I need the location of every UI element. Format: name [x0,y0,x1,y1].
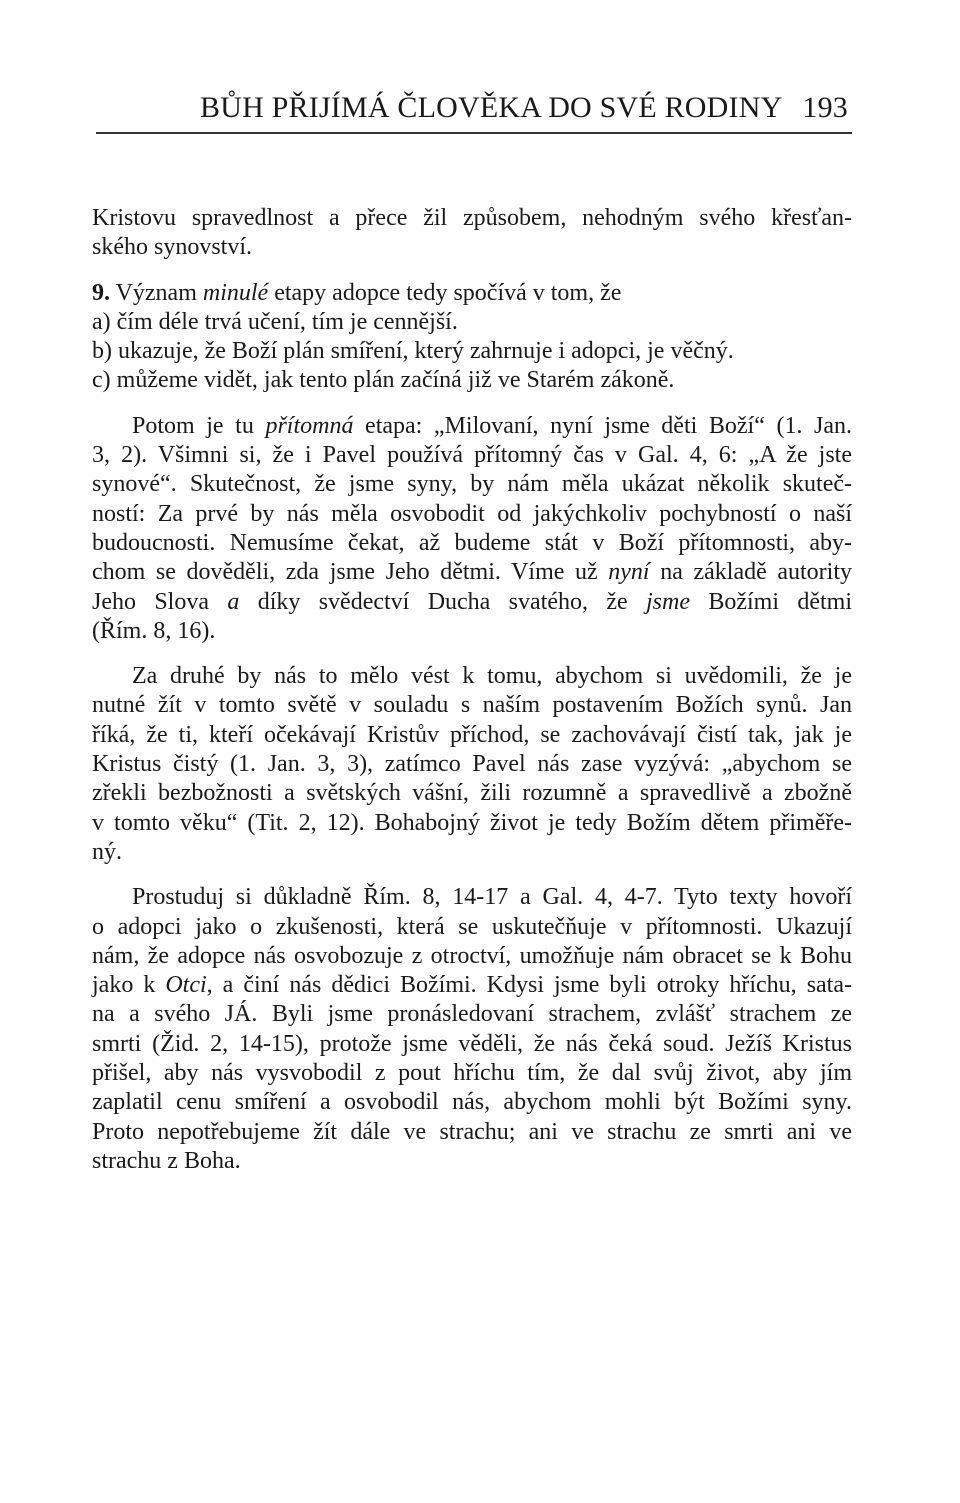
text-line: Prostuduj si důkladně Řím. 8, 14-17 a Gal. 4, 4-7. Tyto texty hovoří [132,884,852,911]
text-run: Potom je tu [132,412,266,439]
text-line: zřekli bezbožnosti a světských vášní, žili rozumně a spravedlivě a zbožně [92,780,852,807]
text-line: na a svého JÁ. Byli jsme pronásledovaní strachem, zvlášť strachem ze [92,1001,852,1028]
text-line: nutné žít v tomto světě v souladu s naším postavením Božích synů. Jan [92,692,852,719]
item-number: 9. [92,279,110,306]
emphasis: jsme [645,588,690,615]
text-line: v tomto věku“ (Tit. 2, 12). Bohabojný život je tedy Božím dětem přiměře- [92,809,852,836]
text-line: strachu z Boha. [92,1147,241,1174]
text-line: zaplatil cenu smíření a osvobodil nás, abychom mohli být Božími syny. [92,1089,852,1116]
text-run: jako k [92,972,166,999]
text-line: přišel, aby nás vysvobodil z pout hříchu tím, že dal svůj život, aby jím [92,1060,852,1087]
emphasis: Otci [165,972,207,999]
text-line [92,971,852,1000]
text-line: Kristus čistý (1. Jan. 3, 3), zatímco Pavel nás zase vyzývá: „abychom se [92,751,852,778]
text-line: synové“. Skutečnost, že jsme syny, by nám měla ukázat několik skuteč- [92,471,852,498]
text-line: Kristovu spravedlnost a přece žil způsobem, nehodným svého křesťan- [92,205,852,231]
paragraph-gap [92,646,852,662]
text-line: ností: Za prvé by nás měla osvobodit od jakýchkoliv pochybností o naší [92,500,852,527]
text-line: Proto nepotřebujeme žít dále ve strachu; ani ve strachu ze smrti ani ve [92,1118,852,1145]
list-item-c: c) můžeme vidět, jak tento plán začíná již ve Starém zákoně. [92,367,675,394]
text-line: 3, 2). Všimni si, že i Pavel používá přítomný čas v Gal. 4, 6: „A že jste [92,442,852,469]
text-line [92,412,852,441]
paragraph-gap [92,396,852,412]
text-run: , a činí nás dědici Božími. Kdysi jsme byli otroky hříchu, sata- [206,972,852,999]
text-line: Za druhé by nás to mělo vést k tomu, abychom si uvědomili, že je [132,663,852,690]
text-run: chom se dověděli, zda jsme Jeho dětmi. Víme už [92,559,609,586]
text-line: budoucnosti. Nemusíme čekat, až budeme stát v Boží přítomnosti, aby- [92,529,852,556]
text-line: říká, že ti, kteří očekávají Kristův příchod, se zachovávají čistí tak, jak je [92,721,852,748]
emphasis: nyní [608,559,650,586]
text-run: Význam [110,279,203,306]
paragraph-gap [92,263,852,279]
text-line: (Řím. 8, 16). [92,617,216,644]
text-line: ského synovství. [92,234,253,261]
text-run: etapy adopce tedy spočívá v tom, že [268,279,622,306]
text-line: o adopci jako o zkušenosti, která se uskutečňuje v přítomnosti. Ukazují [92,913,852,940]
text-line: ný. [92,838,122,865]
text-line [92,588,852,617]
text-run: na základě autority [649,559,852,586]
text-run: Jeho Slova [92,588,228,615]
header-rule [96,132,852,134]
text-line: nám, že adopce nás osvobozuje z otroctví, umožňuje nám obracet se k Bohu [92,942,852,969]
text-line [92,279,852,308]
text-run: Božími dětmi [689,588,852,615]
emphasis: a [227,588,240,615]
running-header [96,88,852,136]
list-item-b: b) ukazuje, že Boží plán smíření, který zahrnuje i adopci, je věčný. [92,338,734,365]
page-number: 193 [802,91,848,124]
text-run: díky svědectví Ducha svatého, že [239,588,646,615]
list-item-a: a) čím déle trvá učení, tím je cennější. [92,308,458,335]
emphasis: minulé [202,279,269,306]
chapter-title: BŮH PŘIJÍMÁ ČLOVĚKA DO SVÉ RODINY [200,91,783,124]
text-line [92,558,852,587]
paragraph-gap [92,867,852,883]
text-line: smrti (Žid. 2, 14-15), protože jsme věděli, že nás čeká soud. Ježíš Kristus [92,1030,852,1057]
emphasis: přítomná [265,412,354,439]
text-run: etapa: „Milovaní, nyní jsme děti Boží“ (1. Jan. [353,412,853,439]
body-text [92,204,852,1176]
